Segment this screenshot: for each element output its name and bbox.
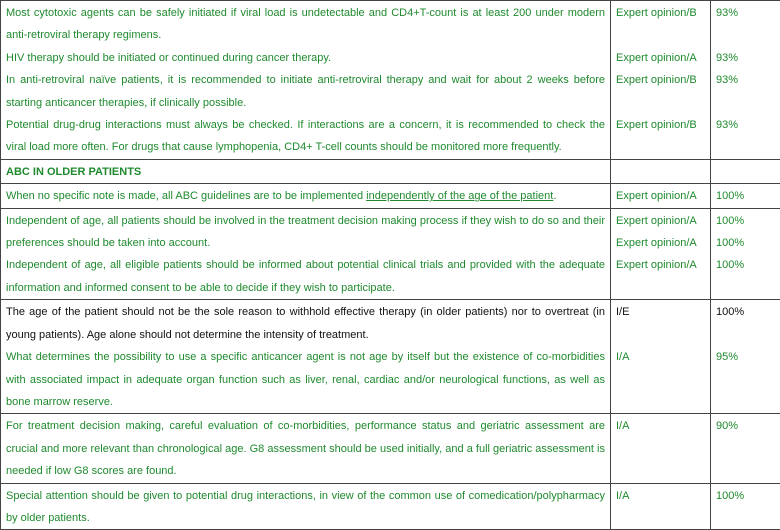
evidence-level: I/A <box>611 483 711 530</box>
consensus-value: 93% <box>716 69 775 91</box>
statement-text: When no specific note is made, all ABC guidelines are to be implemented <box>6 190 366 202</box>
consensus-cell <box>711 300 780 414</box>
statement-cell <box>1 300 611 414</box>
consensus-value: 93% <box>716 47 775 69</box>
section-heading-row <box>1 159 780 183</box>
table-row <box>1 208 780 300</box>
consensus-value: 93% <box>716 2 775 24</box>
evidence-level: I/A <box>611 414 711 483</box>
statement-text: Independent of age, all eligible patients should be informed about potential clinical trials and provided with the adequate information and informed consent to be able to decide if they wish to participate. <box>6 254 605 299</box>
evidence-cell <box>611 208 711 300</box>
statement-text: Potential drug-drug interactions must always be checked. If interactions are a concern, it is recommended to check the viral load more often. For drugs that cause lymphopenia, CD4+ T-cell counts should be monitored more frequently. <box>6 114 605 159</box>
table-row <box>1 300 780 414</box>
statement-text: The age of the patient should not be the sole reason to withhold effective therapy (in older patients) nor to overtreat (in young patients). Age alone should not determine the intensity of treatment. <box>6 301 605 346</box>
statement-text: Special attention should be given to potential drug interactions, in view of the common use of comedication/polypharmacy by older patients. <box>6 490 605 524</box>
statement-cell <box>1 483 611 530</box>
consensus-value: 100% <box>716 301 775 323</box>
table-row <box>1 483 780 530</box>
consensus-value: 100% <box>711 184 780 208</box>
consensus-value: 95% <box>716 346 775 368</box>
statement-cell <box>1 208 611 300</box>
evidence-level: I/A <box>616 346 705 368</box>
statement-text: In anti-retroviral naïve patients, it is recommended to initiate anti-retroviral therapy and wait for about 2 weeks before starting anticancer therapies, if clinically possible. <box>6 69 605 114</box>
evidence-level: Expert opinion/B <box>616 69 705 91</box>
table-row <box>1 184 780 208</box>
evidence-cell <box>611 300 711 414</box>
consensus-value: 90% <box>711 414 780 483</box>
table-row <box>1 414 780 483</box>
consensus-value: 93% <box>716 114 775 136</box>
consensus-value: 100% <box>711 483 780 530</box>
consensus-cell <box>711 1 780 160</box>
evidence-level: Expert opinion/A <box>616 254 705 276</box>
statement-text: Independent of age, all patients should be involved in the treatment decision making process if they wish to do so and their preferences should be taken into account. <box>6 210 605 255</box>
evidence-level: Expert opinion/B <box>616 2 705 24</box>
evidence-level: Expert opinion/A <box>611 184 711 208</box>
consensus-value: 100% <box>716 254 775 276</box>
statement-emphasis: independently of the age of the patient <box>366 190 553 202</box>
statement-cell <box>1 1 611 160</box>
evidence-level: I/E <box>616 301 705 323</box>
consensus-cell <box>711 208 780 300</box>
consensus-value: 100% <box>716 210 775 232</box>
evidence-level: Expert opinion/B <box>616 114 705 136</box>
statement-text: What determines the possibility to use a specific anticancer agent is not age by itself but the existence of co-morbidities with associated impact in adequate organ function such as liver, renal, cardiac and/or neurological functions, as well as bone marrow reserve. <box>6 346 605 413</box>
evidence-level: Expert opinion/A <box>616 210 705 232</box>
statement-text: For treatment decision making, careful evaluation of co-morbidities, performance status and geriatric assessment are crucial and more relevant than chronological age. G8 assessment should be used initially, and a full geriatric assessment is needed if low G8 scores are found. <box>6 420 605 477</box>
table-row <box>1 1 780 160</box>
evidence-level: Expert opinion/A <box>616 232 705 254</box>
consensus-value: 100% <box>716 232 775 254</box>
evidence-cell <box>611 1 711 160</box>
evidence-level: Expert opinion/A <box>616 47 705 69</box>
statement-cell <box>1 414 611 483</box>
statement-text: Most cytotoxic agents can be safely initiated if viral load is undetectable and CD4+T-count is at least 200 under modern anti-retroviral therapy regimens. <box>6 2 605 47</box>
statement-text: HIV therapy should be initiated or continued during cancer therapy. <box>6 47 605 69</box>
section-heading: ABC IN OLDER PATIENTS <box>1 159 611 183</box>
statement-cell: When no specific note is made, all ABC guidelines are to be implemented independently of the age of the patient. <box>1 184 611 208</box>
